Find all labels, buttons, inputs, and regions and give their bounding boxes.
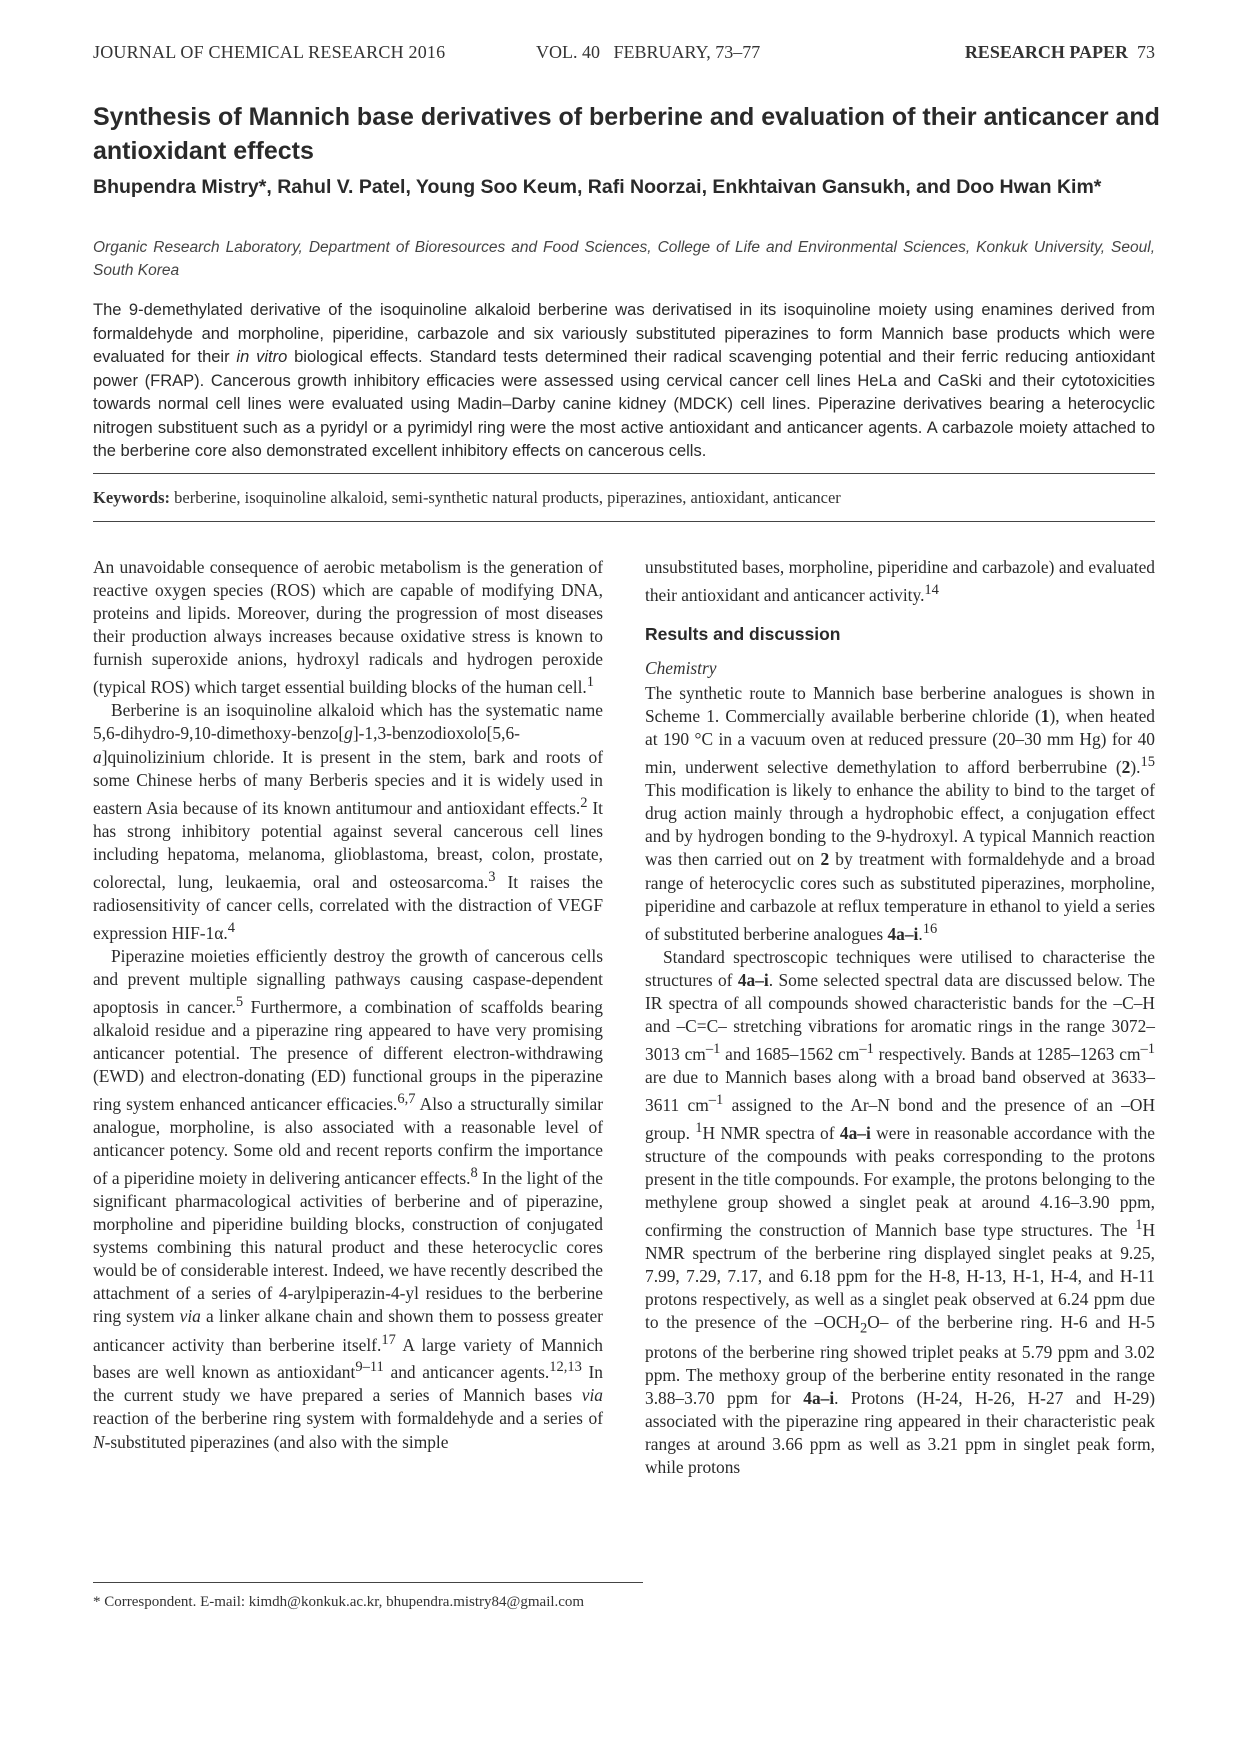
footnote-rule — [93, 1582, 643, 1583]
affiliation: Organic Research Laboratory, Department of Bioresources and Food Sciences, College of Life and Environmental Sciences, Konkuk University, Seoul, South Korea — [93, 239, 1155, 279]
body-paragraph: Piperazine moieties efficiently destroy the growth of cancerous cells and prevent multiple signalling pathways causing caspase-dependent apoptosis in cancer.$^5$ Furthermore, a combination of scaffolds bearing alkaloid residue and a piperazine ring appeared to have very promising anticancer potential. The presence of different electron-withdrawing (EWD) and electron-donating (ED) functional groups in the piperazine ring system enhanced anticancer efficacies.$^{6,7}$ Also a structurally similar analogue, morpholine, is also associated with a reasonable level of anticancer potency. Some old and recent reports confirm the importance of a piperidine moiety in delivering anticancer effects.$^8$ In the light of the significant pharmacological activities of berberine and of piperazine, morpholine and piperidine building blocks, construction of conjugated systems combining this natural product and these heterocyclic cores would be of considerable interest. Indeed, we have recently described the attachment of a series of 4-arylpiperazin-4-yl residues to the berberine ring system via a linker alkane chain and shown them to possess greater anticancer activity than berberine itself.$^{17}$ A large variety of Mannich bases are well known as antioxidant$^{9-11}$ and anticancer agents.$^{12,13}$ In the current study we have prepared a series of Mannich bases via reaction of the berberine ring system with formaldehyde and a series of N-substituted piperazines (and also with the simple — [93, 945, 604, 1452]
section-label: RESEARCH PAPER — [964, 42, 1128, 62]
rule-above-keywords — [93, 473, 1155, 474]
citation: 8 — [470, 1165, 478, 1182]
citation: 9–11 — [355, 1359, 384, 1376]
citation: 2 — [580, 794, 588, 811]
section-heading: Results and discussion — [645, 623, 841, 644]
abstract-italic: in vitro — [236, 348, 288, 366]
citation: 3 — [488, 868, 496, 885]
subsection-heading: Chemistry — [645, 657, 717, 678]
abstract-text: biological effects. Standard tests determined their radical scavenging potential and their ferric reducing antioxidant power (FRAP). Cancerous growth inhibitory efficacies were assessed using cervical cancer cell lines HeLa and CaSki and their cytotoxicities towards normal cell lines were evaluated using Madin–Darby canine kidney (MDCK) cell lines. Piperazine derivatives bearing a heterocyclic nitrogen substituent such as a pyridyl or a pyrimidyl ring were the most active antioxidant and anticancer agents. A carbazole moiety attached to the berberine core also demonstrated excellent inhibitory effects on cancerous cells. — [93, 348, 1155, 460]
correspondence-footnote: * Correspondent. E-mail: kimdh@konkuk.ac.kr, bhupendra.mistry84@gmail.com — [93, 1594, 585, 1610]
body-paragraph: Berberine is an isoquinoline alkaloid which has the systematic name 5,6-dihydro-9,10-dimethoxy-benzo[g]-1,3-benzodioxolo[5,6-a]quinolizinium chloride. It is present in the stem, bark and roots of some Chinese herbs of many Berberis species and it is widely used in eastern Asia because of its known antitumour and antioxidant effects.$^2$ It has strong inhibitory potential against several cancerous cell lines including hepatoma, melanoma, glioblastoma, breast, colon, prostate, colorectal, lung, leukaemia, oral and osteosarcoma.$^3$ It raises the radiosensitivity of cancer cells, correlated with the distraction of VEGF expression HIF-1α.$^4$ — [93, 700, 603, 943]
body-paragraph: Standard spectroscopic techniques were utilised to characterise the structures of 4a–i. Some selected spectral data are discussed below. The IR spectra of all compounds showed characteristic bands for the –C–H and –C=C– stretching vibrations for aromatic rings in the range 3072–3013 $cm^{-1}$ and 1685–1562 $cm^{-1}$ respectively. Bands at 1285–1263 $cm^{-1}$ are due to Mannich bases along with a broad band observed at 3633–3611 $cm^{-1}$ assigned to the Ar–N bond and the presence of an –OH group. $^1$H NMR spectra of 4a–i were in reasonable accordance with the structure of the compounds with peaks corresponding to the protons present in the title compounds. For example, the protons belonging to the methylene group showed a singlet peak at around 4.16–3.90 ppm, confirming the construction of Mannich base type structures. The $^1$H NMR spectrum of the berberine ring displayed singlet peaks at 9.25, 7.99, 7.29, 7.17, and 6.18 ppm for the H-8, H-13, H-1, H-4, and H-11 protons respectively, as well as a singlet peak observed at 6.24 ppm due to the presence of the $-OCH_2O-$ of the berberine ring. H-6 and H-5 protons of the berberine ring showed triplet peaks at 5.79 ppm and 3.02 ppm. The methoxy group of the berberine entity resonated in the range 3.88–3.70 ppm for 4a–i. Protons (H-24, H-26, H-27 and H-29) associated with the piperazine ring appeared in their characteristic peak ranges at around 3.66 ppm as well as 3.21 ppm in singlet peak form, while protons — [645, 946, 1156, 1478]
citation: 5 — [235, 993, 244, 1010]
citation: 4 — [227, 919, 235, 936]
citation: 14 — [924, 582, 939, 599]
journal-name: JOURNAL OF CHEMICAL RESEARCH 2016 — [93, 42, 446, 62]
volume-info: VOL. 40 FEBRUARY, 73–77 — [536, 42, 761, 62]
author-list: Bhupendra Mistry*, Rahul V. Patel, Young Soo Keum, Rafi Noorzai, Enkhtaivan Gansukh, and Doo Hwan Kim* — [93, 176, 1102, 198]
right-column — [645, 556, 1155, 1479]
abstract-text: The 9-demethylated derivative of the isoquinoline alkaloid berberine was derivatised in its isoquinoline moiety using enamines derived from formaldehyde and morpholine, piperidine, carbazole and six variously substituted piperazines to form Mannich base products which were evaluated for their — [93, 301, 1155, 366]
citation: 1 — [586, 674, 595, 691]
abstract — [93, 299, 1155, 464]
section-and-page — [965, 42, 1155, 63]
keywords-text: berberine, isoquinoline alkaloid, semi-synthetic natural products, piperazines, antioxidant, anticancer — [170, 488, 841, 507]
citation: 16 — [922, 920, 938, 937]
citation: 17 — [381, 1331, 396, 1348]
body-paragraph: An unavoidable consequence of aerobic metabolism is the generation of reactive oxygen species (ROS) which are capable of modifying DNA, proteins and lipids. Moreover, during the progression of most diseases their production always increases because oxidative stress is known to furnish superoxide anions, hydroxyl radicals and hydrogen peroxide (typical ROS) which target essential building blocks of the human cell.$^1$ — [93, 557, 603, 698]
rule-below-keywords — [93, 521, 1155, 522]
body-paragraph: The synthetic route to Mannich base berberine analogues is shown in Scheme 1. Commercially available berberine chloride (1), when heated at 190 °C in a vacuum oven at reduced pressure (20–30 mm Hg) for 40 min, underwent selective demethylation to afford berberrubine (2).$^{15}$ This modification is likely to enhance the ability to bind to the target of drug action mainly through a hydrophobic effect, a conjugation effect and by hydrogen bonding to the 9-hydroxyl. A typical Mannich reaction was then carried out on 2 by treatment with formaldehyde and a broad range of heterocyclic cores such as substituted piperazines, morpholine, piperidine and carbazole at reflux temperature in ethanol to yield a series of substituted berberine analogues 4a–i.$^{16}$ — [645, 682, 1156, 944]
body-paragraph: unsubstituted bases, morpholine, piperidine and carbazole) and evaluated their antioxidant and anticancer activity.$^{14}$ — [645, 557, 1155, 605]
left-column — [93, 556, 603, 1454]
citation: 6,7 — [397, 1091, 416, 1108]
keywords — [93, 487, 1155, 509]
page-number: 73 — [1137, 42, 1155, 62]
running-header — [93, 42, 1155, 66]
article-title: Synthesis of Mannich base derivatives of berberine and evaluation of their anticancer and antioxidant effects — [93, 103, 1160, 165]
citation: 12,13 — [549, 1359, 582, 1376]
keywords-label: Keywords: — [93, 488, 170, 507]
citation: 15 — [1140, 754, 1155, 771]
